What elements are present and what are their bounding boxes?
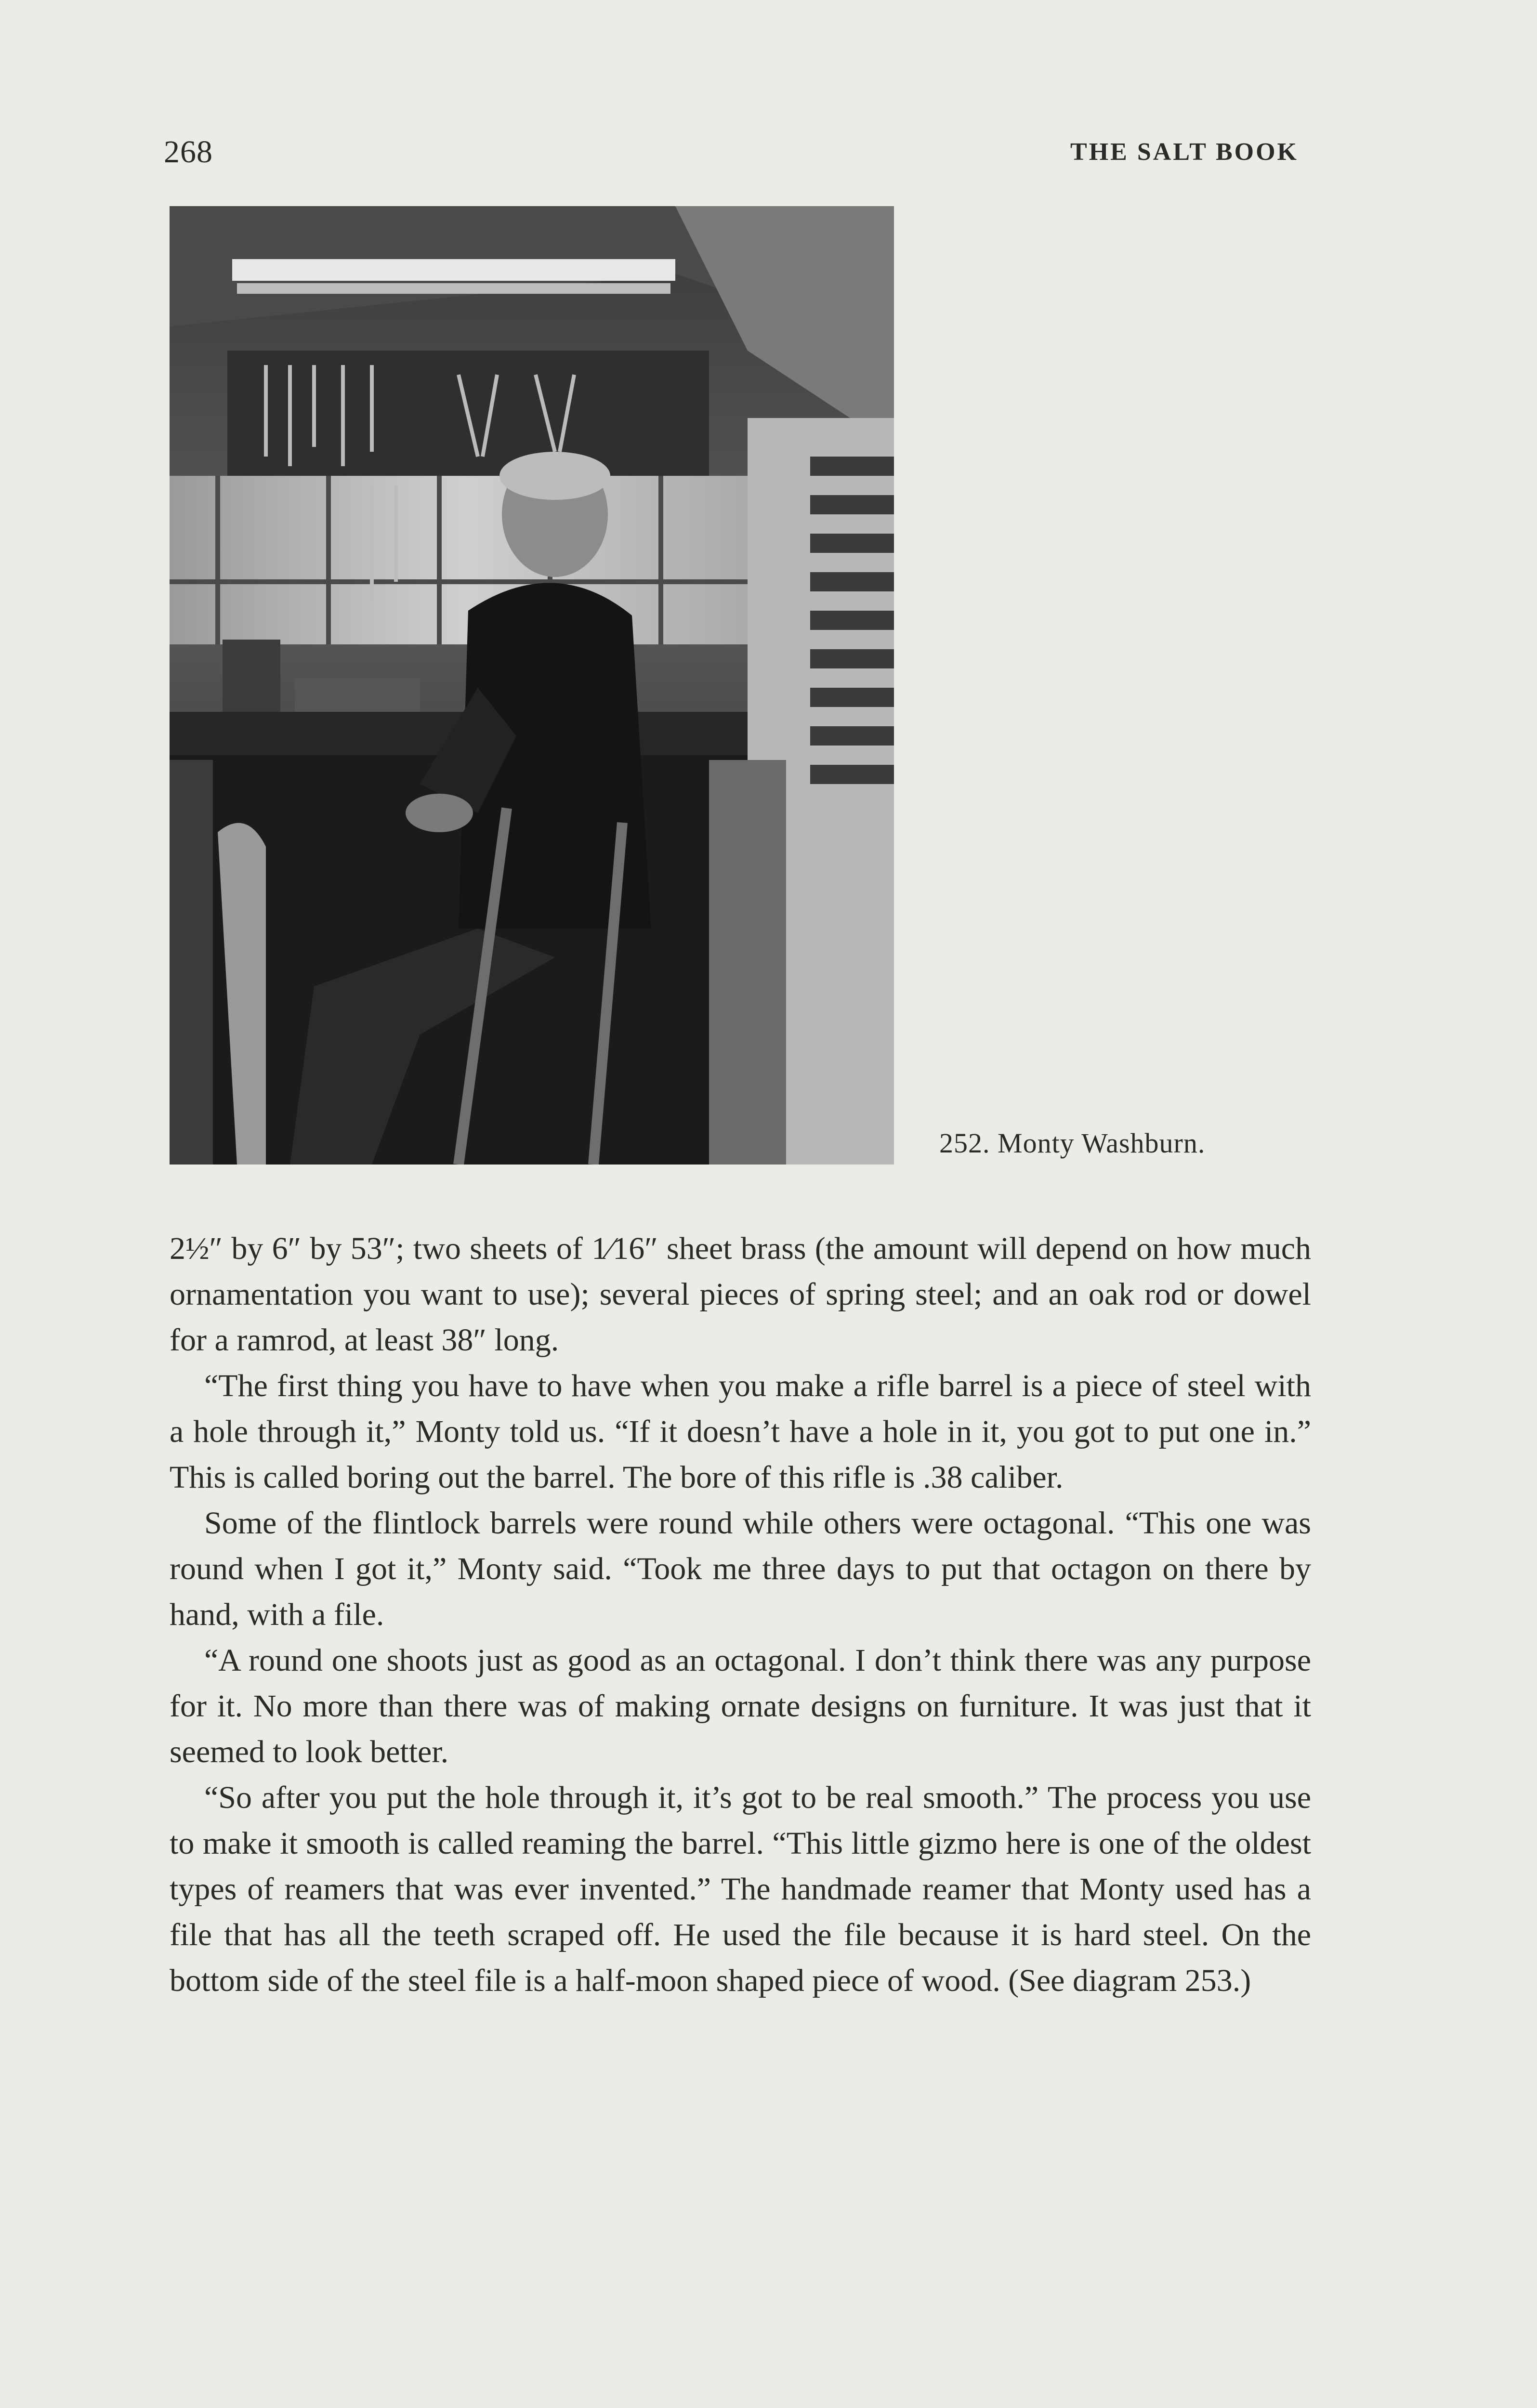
paragraph: Some of the flintlock barrels were round while others were octagonal. “This one was round when I got it,” Monty said. “Took me three days to put that octagon on there by hand, with a file. — [170, 1505, 1311, 1632]
running-head: THE SALT BOOK — [1070, 138, 1299, 166]
workshop-photo — [170, 206, 894, 1165]
paragraph: “A round one shoots just as good as an octagonal. I don’t think there was any purpose for it. No more than there was of making ornate designs on furniture. It was just that it seemed to look better. — [170, 1643, 1311, 1769]
page-number: 268 — [164, 134, 213, 170]
paragraph: “The first thing you have to have when you make a rifle barrel is a piece of steel with a hole through it,” Monty told us. “If it doesn’t have a hole in it, you got to put one in.” This is called boring out the barrel. The bore of this rifle is .38 caliber. — [170, 1368, 1311, 1495]
paragraph: “So after you put the hole through it, it’s got to be real smooth.” The process you use to make it smooth is called reaming the barrel. “This little gizmo here is one of the oldest types of reamers that was ever invented.” The handmade reamer that Monty used has a file that has all the teeth scraped off. He used the file because it is hard steel. On the bottom side of the steel file is a half-moon shaped piece of wood. (See diagram 253.) — [170, 1780, 1311, 1998]
paragraph: 2½″ by 6″ by 53″; two sheets of 1⁄16″ sheet brass (the amount will depend on how much ornamentation you want to use); several pieces of spring steel; and an oak rod or dowel for a ramrod, at least 38″ long. — [170, 1231, 1311, 1358]
body-text — [170, 1226, 1311, 2003]
figure-caption: 252. Monty Washburn. — [939, 1127, 1206, 1159]
workshop-photo-illustration — [170, 206, 894, 1165]
